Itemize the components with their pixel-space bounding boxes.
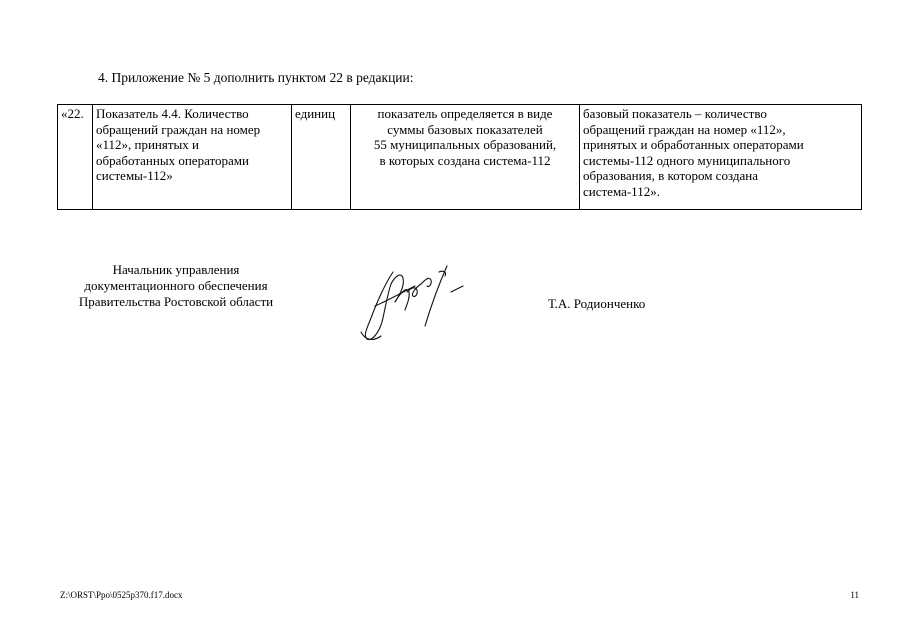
signatory-name: Т.А. Родионченко bbox=[548, 296, 646, 311]
base-indicator-line: системы-112 одного муниципального bbox=[583, 152, 791, 168]
method-line: показатель определяется в виде bbox=[377, 106, 553, 121]
handwritten-signature bbox=[355, 262, 470, 344]
footer-page-number: 11 bbox=[850, 590, 859, 600]
method-line: в которых создана система-112 bbox=[379, 152, 551, 168]
indicator-name-line: системы-112» bbox=[96, 168, 173, 184]
base-indicator-line: принятых и обработанных операторами bbox=[583, 137, 804, 153]
intro-paragraph: 4. Приложение № 5 дополнить пунктом 22 в редакции: bbox=[98, 70, 414, 85]
base-indicator-line: обращений граждан на номер «112», bbox=[583, 121, 786, 137]
cell-item-number bbox=[58, 105, 93, 210]
indicator-name-line: обращений граждан на номер bbox=[96, 121, 261, 137]
indicator-name-line: обработанных операторами bbox=[96, 152, 249, 168]
footer-file-path: Z:\ORST\Ppo\0525p370.f17.docx bbox=[60, 590, 183, 600]
cell-indicator-name bbox=[93, 105, 292, 210]
position-line: Начальник управления bbox=[112, 262, 240, 277]
base-indicator-line: система-112». bbox=[583, 183, 660, 199]
signatory-position bbox=[58, 262, 294, 310]
item-number-text: «22. bbox=[61, 106, 84, 121]
base-indicator-line: образования, в котором создана bbox=[583, 168, 758, 184]
base-indicator-line: базовый показатель – количество bbox=[583, 106, 767, 121]
unit-text: единиц bbox=[295, 106, 336, 121]
cell-unit bbox=[292, 105, 351, 210]
table-row bbox=[58, 105, 862, 210]
position-line: Правительства Ростовской области bbox=[78, 294, 274, 309]
cell-calculation-method bbox=[351, 105, 580, 210]
position-line: документационного обеспечения bbox=[84, 278, 268, 293]
indicator-name-line: «112», принятых и bbox=[96, 137, 199, 153]
method-line: суммы базовых показателей bbox=[387, 121, 543, 137]
cell-base-indicator bbox=[580, 105, 862, 210]
method-line: 55 муниципальных образований, bbox=[373, 137, 557, 153]
indicator-name-line: Показатель 4.4. Количество bbox=[96, 106, 249, 121]
amendment-table bbox=[57, 104, 862, 210]
